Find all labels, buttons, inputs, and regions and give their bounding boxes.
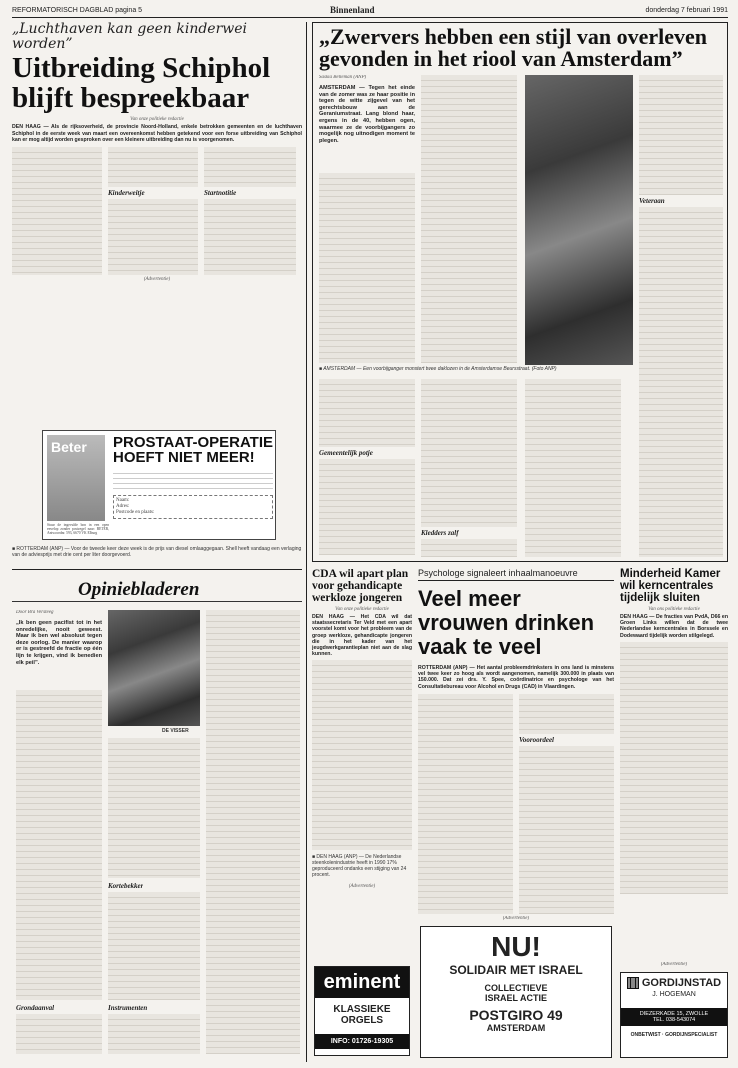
opinie-sub-grondaanval: Grondaanval	[16, 1004, 55, 1012]
zwervers-sub-gemeentelijk: Gemeentelijk potje	[319, 449, 373, 457]
opinie-lead: „Ik ben geen pacifist tot in het onredelijke, nooit geweest. Maar ik ben wel absoluut tegen deze oorlog. De manier waarop er is gestreefd de fractie op één lijn te krijgen, vind ik benedien elk peil”.	[16, 620, 102, 666]
minderheid-body	[620, 642, 728, 894]
minderheid-article	[620, 568, 728, 960]
gordijnstad-footer: ONBETWIST · GORDIJNSPECIALIST	[630, 1032, 718, 1038]
prostaat-ad	[42, 430, 276, 540]
eminent-brand: eminent	[315, 967, 409, 998]
opinie-photo	[108, 610, 200, 726]
zwervers-article	[312, 22, 728, 562]
gordijnstad-address: DIEZERKADE 15, ZWOLLE	[639, 1011, 709, 1017]
opinie-article	[12, 572, 302, 1060]
masthead-paper: REFORMATORISCH DAGBLAD pagina 5	[12, 7, 143, 14]
schiphol-article	[12, 22, 302, 430]
opinie-photo-caption: DE VISSER	[162, 728, 189, 734]
zwervers-col-2	[421, 75, 517, 363]
minderheid-headline: Minderheid Kamer wil kerncentrales tijdelijk sluiten	[620, 568, 721, 604]
curtain-icon	[627, 977, 639, 989]
form-name-label: Naam:	[116, 498, 130, 503]
schiphol-text-col-2	[108, 147, 198, 275]
minderheid-byline: Van ons politieke redactie	[648, 607, 700, 612]
opinie-col-2	[108, 738, 200, 878]
israel-nu: NU!	[491, 931, 541, 962]
psychologe-col-2	[519, 694, 614, 914]
psychologe-kicker: Psychologe signaleert inhaalmanoeuvre	[418, 568, 614, 581]
opinie-col-3	[206, 610, 300, 1054]
gordijnstad-owner: J. HOGEMAN	[652, 991, 696, 998]
prostaat-headline: PROSTAAT-OPERATIE HOEFT NIET MEER!	[113, 435, 273, 465]
minderheid-lead: DEN HAAG — De fracties van PvdA, D66 en Groen Links willen dat de twee Nederlandse kerncentrales in Borssele en Dodewaard tijdelijk worden stilgelegd.	[620, 614, 728, 639]
gordijnstad-name: GORDIJNSTAD	[641, 977, 722, 989]
opinie-byline: Door Bra Versteeg	[16, 610, 54, 615]
eminent-phone: INFO: 01726-19305	[315, 1034, 409, 1049]
schiphol-sub-kinderweitje: Kinderweitje	[108, 188, 145, 197]
prostaat-form	[113, 495, 273, 519]
zwervers-col-4	[639, 75, 723, 195]
zwervers-photo-caption: ■ AMSTERDAM — Een voorbijganger monstert twee daklozen in de Amsterdamse Beursstraat. (Foto ANP)	[319, 366, 557, 372]
opinie-banner	[12, 572, 302, 602]
zwervers-photo	[525, 75, 633, 365]
diesel-caption: ■ ROTTERDAM (ANP) — Voor de tweede keer deze week is de prijs van diesel omlaaggegaan. Shell heeft vandaag een verlaging van de adviesprijs met drie cent per liter doorgevoerd.	[12, 546, 302, 558]
psychologe-headline: Veel meer vrouwen drinken vaak te veel	[418, 586, 595, 659]
zwervers-lead: AMSTERDAM — Tegen het einde van de zomer was ze haar positie in tegen de witte zijgevel van het gerechtsbouw aan de Geraniumstraat. Lang blond haar, ergens in de 40, hebben ogen, waarmee ze de voorbijgangers zo mogelijk nog uitnodigen moment te plegen.	[319, 85, 415, 144]
schiphol-text-col-1	[12, 147, 102, 275]
psychologe-lead: ROTTERDAM (ANP) — Het aantal probleemdrinksters in ons land is minstens vel twee keer zo hoog als wordt aangenomen, namelijk 300.000 in plaats van 150.000. Dat zei drs. Y. Spee, coördinatrice en psychologe van het Consultatiebureau voor Alcohol en Drugs (CAD) in Vlaardingen.	[418, 665, 614, 690]
cda-ad-label: (Advertentie)	[348, 884, 376, 890]
minderheid-ad-label: (Advertentie)	[660, 962, 688, 967]
masthead	[12, 6, 728, 18]
israel-solidair: SOLIDAIR MET ISRAEL	[449, 963, 583, 977]
israel-amsterdam: AMSTERDAM	[486, 1023, 546, 1033]
eminent-line1: KLASSIEKE	[333, 1004, 391, 1015]
schiphol-lead: DEN HAAG — Als de rijksoverheid, de provincie Noord-Holland, enkele betrokken gemeenten en de luchthaven Schiphol in de eerste week van maart een overeenkomst hebben getekend voor een forse uitbreiding van Schiphol kan er mog altijd worden gesproken over een kleinere uitbreiding dan nu is voorgenomen.	[12, 124, 302, 143]
cda-headline: CDA wil apart plan voor gehandicapte werkloze jongeren	[312, 568, 409, 604]
cda-caption: ■ DEN HAAG (ANP) — De Nederlandse steenkolenindustrie heeft in 1990 17% geproduceerd ondanks een stijging van 24 procent.	[312, 854, 407, 879]
zwervers-col-1	[319, 173, 415, 363]
psychologe-article	[418, 568, 614, 914]
form-address-label: Adres:	[116, 504, 130, 509]
schiphol-headline: Uitbreiding Schiphol blijft bespreekbaar	[12, 52, 271, 115]
schiphol-text-col-3	[204, 147, 296, 275]
psychologe-col-1	[418, 694, 513, 914]
israel-actie: ISRAEL ACTIE	[484, 993, 547, 1003]
israel-ad	[420, 926, 612, 1058]
eminent-line2: ORGELS	[340, 1015, 384, 1026]
gordijnstad-phone: TEL. 038-543074	[652, 1017, 696, 1023]
cda-byline: Van onze politieke redactie	[335, 607, 389, 612]
gordijnstad-ad	[620, 972, 728, 1058]
book-cover	[47, 435, 105, 521]
israel-postgiro: POSTGIRO 49	[469, 1007, 563, 1023]
zwervers-headline: „Zwervers hebben een stijl van overleven gevonden in het riool van Amsterdam”	[319, 24, 707, 71]
schiphol-byline: Van onze politieke redactie	[130, 117, 184, 123]
masthead-date: donderdag 7 februari 1991	[645, 7, 728, 14]
prostaat-text	[113, 469, 273, 491]
cda-body	[312, 660, 412, 850]
schiphol-ad-label: (Advertentie)	[143, 276, 171, 282]
schiphol-sub-startnotitie: Startnotitie	[204, 188, 237, 197]
masthead-section: Binnenland	[330, 6, 375, 15]
cda-lead: DEN HAAG — Het CDA wil dat staatssecretaris Ter Veld met een apart voorstel komt voor het probleem van de groep werkloze, gehandicapte jongeren die in het kader van het jeugdwerkgarantieplan niet aan de slag kunnen.	[312, 614, 412, 658]
zwervers-sub-veteraan: Veteraan	[639, 197, 665, 205]
opinie-col-1	[16, 690, 102, 1000]
opinie-sub-kortebekker: Kortebekker	[108, 882, 144, 890]
gordijnstad-address-box	[621, 1008, 727, 1026]
book-title: Beter	[51, 439, 87, 455]
psychologe-ad-label: (Advertentie)	[502, 916, 530, 921]
israel-collectieve: COLLECTIEVE	[484, 983, 548, 993]
psychologe-sub-vooroordeel: Vooroordeel	[519, 735, 554, 744]
zwervers-sub-kledders: Kledders zalf	[421, 529, 459, 537]
form-postcode-label: Postcode en plaats:	[116, 510, 155, 515]
opinie-section-title: Opiniebladeren	[78, 579, 200, 600]
opinie-sub-instrumenten: Instrumenten	[108, 1004, 148, 1012]
prostaat-footer: Stuur de ingevulde bon in een open envelop zonder postzegel naar: BETER, Antwoordnr. 593, 6670 VK Elburg	[47, 523, 109, 535]
zwervers-byline: Saskia Belleman (ANP)	[319, 75, 367, 80]
schiphol-kicker: „Luchthaven kan geen kinderwei worden”	[12, 22, 248, 52]
eminent-ad	[314, 966, 410, 1056]
